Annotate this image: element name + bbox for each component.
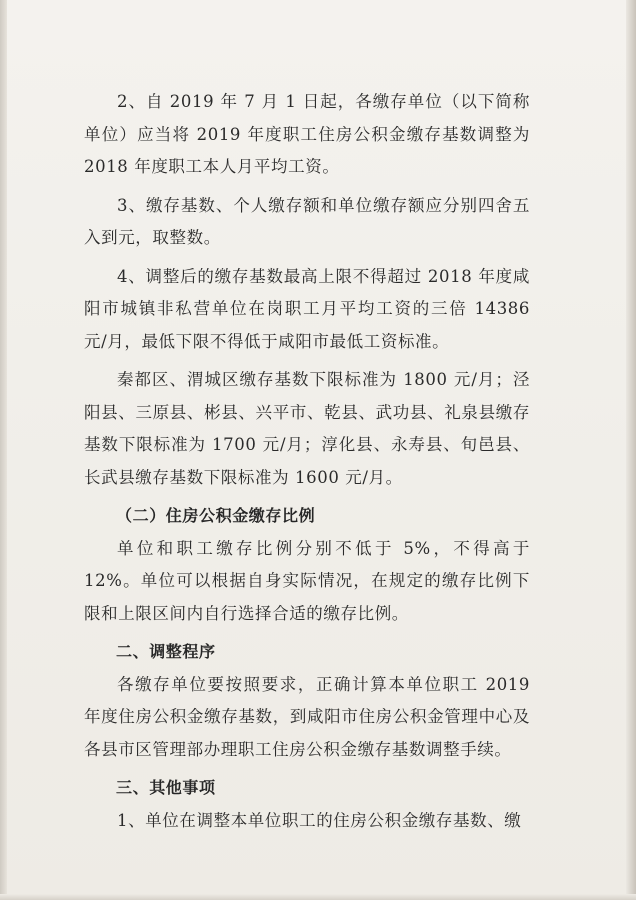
page-edge-left [0, 0, 7, 900]
document-body [84, 86, 530, 837]
section-heading-ratio: （二）住房公积金缴存比例 [116, 506, 316, 525]
section-heading-procedure: 二、调整程序 [116, 642, 216, 661]
page-edge-right [626, 0, 636, 900]
paragraph-ratio: 单位和职工缴存比例分别不低于 5%，不得高于 12%。单位可以根据自身实际情况，在规定的缴存比例下限和上限区间内自行选择合适的缴存比例。 [84, 538, 530, 623]
page-edge-bottom [0, 894, 636, 900]
paragraph-other-1: 1、单位在调整本单位职工的住房公积金缴存基数、缴 [117, 810, 522, 830]
paragraph-base-limits: 秦都区、渭城区缴存基数下限标准为 1800 元/月；泾阳县、三原县、彬县、兴平市、乾县、武功县、礼泉县缴存基数下限标准为 1700 元/月；淳化县、永寿县、旬邑县、长武县缴存基数下限标准为 1600 元/月。 [84, 370, 530, 487]
paragraph-item-4: 4、调整后的缴存基数最高上限不得超过 2018 年度咸阳市城镇非私营单位在岗职工月平均工资的三倍 14386 元/月，最低下限不得低于咸阳市最低工资标准。 [84, 266, 530, 351]
section-heading-other: 三、其他事项 [116, 778, 216, 797]
paragraph-procedure: 各缴存单位要按照要求，正确计算本单位职工 2019 年度住房公积金缴存基数，到咸阳市住房公积金管理中心及各县市区管理部办理职工住房公积金缴存基数调整手续。 [84, 674, 530, 759]
paragraph-item-3: 3、缴存基数、个人缴存额和单位缴存额应分别四舍五入到元，取整数。 [84, 195, 530, 247]
paragraph-item-2: 2、自 2019 年 7 月 1 日起，各缴存单位（以下简称单位）应当将 2019 年度职工住房公积金缴存基数调整为 2018 年度职工本人月平均工资。 [84, 92, 530, 176]
